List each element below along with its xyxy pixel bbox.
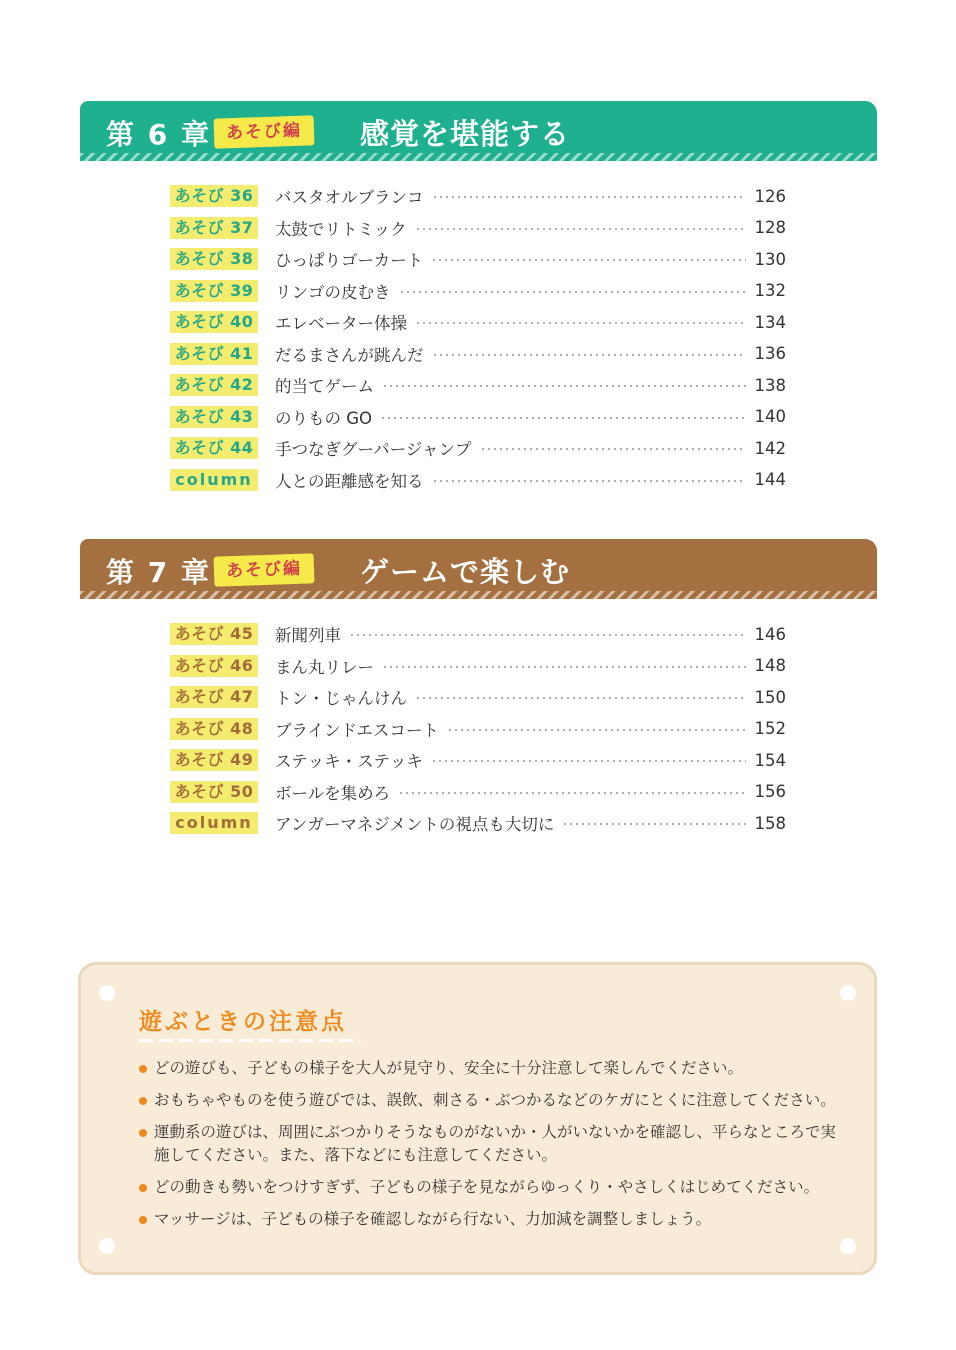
leader-dots: [415, 228, 746, 230]
item-badge: あそび 40: [170, 311, 258, 333]
note-item: 運動系の遊びは、周囲にぶつかりそうなものがないか・人がいないかを確認し、平らなところで実施してください。また、落下などにも注意してください。: [139, 1121, 839, 1167]
column-badge: column: [170, 469, 258, 491]
item-title: まん丸リレー: [275, 657, 374, 677]
chapter-7-banner: [80, 539, 877, 599]
item-title: ステッキ・ステッキ: [275, 752, 423, 771]
chapter-7-header: [80, 539, 877, 599]
toc-row[interactable]: [170, 778, 786, 810]
chapter-6-toc: [170, 182, 786, 497]
item-badge: あそび 45: [170, 623, 258, 645]
corner-hole: [99, 985, 115, 1001]
item-title: アンガーマネジメントの視点も大切に: [275, 815, 555, 834]
banner-stripe: [80, 153, 877, 161]
leader-dots: [415, 697, 746, 699]
chapter-number: 第 7 章: [106, 556, 211, 589]
toc-row[interactable]: [170, 746, 786, 778]
notes-list: [139, 1057, 839, 1240]
leader-dots: [431, 760, 746, 762]
page-number: 156: [754, 782, 786, 801]
caution-notes-box: [78, 962, 877, 1275]
toc-row[interactable]: [170, 277, 786, 309]
item-badge: あそび 46: [170, 655, 258, 677]
chapter-7-toc: [170, 620, 786, 841]
banner-stripe: [80, 591, 877, 599]
toc-row[interactable]: [170, 715, 786, 747]
item-title: 新聞列車: [275, 626, 341, 645]
item-title: トン・じゃんけん: [275, 689, 407, 708]
item-badge: あそび 44: [170, 437, 258, 459]
page-number: 128: [754, 218, 786, 237]
page-number: 134: [754, 312, 786, 332]
item-title: バスタオルブランコ: [275, 188, 424, 207]
item-badge: あそび 42: [170, 374, 258, 396]
toc-row[interactable]: [170, 182, 786, 214]
title-underline: [139, 1039, 361, 1042]
leader-dots: [447, 729, 746, 731]
item-badge: あそび 49: [170, 749, 258, 771]
toc-row[interactable]: [170, 340, 786, 372]
toc-row[interactable]: [170, 434, 786, 466]
leader-dots: [399, 291, 747, 293]
page-number: 158: [754, 813, 786, 833]
item-title: のりもの GO: [275, 408, 373, 428]
leader-dots: [382, 385, 746, 387]
leader-dots: [432, 354, 747, 356]
item-title: だるまさんが跳んだ: [275, 345, 424, 365]
leader-dots: [398, 792, 746, 794]
notes-title: 遊ぶときの注意点: [139, 1009, 347, 1035]
page-number: 146: [754, 624, 786, 644]
leader-dots: [431, 259, 746, 261]
page-number: 144: [754, 470, 786, 489]
leader-dots: [380, 417, 746, 419]
toc-row[interactable]: [170, 308, 786, 340]
toc-row[interactable]: [170, 809, 786, 841]
item-badge: あそび 48: [170, 718, 258, 740]
chapter-number: 第 6 章: [106, 118, 211, 151]
page-number: 136: [754, 344, 786, 363]
item-badge: あそび 50: [170, 781, 258, 803]
note-item: どの動きも勢いをつけすぎず、子どもの様子を見ながらゆっくり・やさしくはじめてください。: [139, 1176, 839, 1199]
page-number: 140: [754, 407, 786, 426]
column-badge: column: [170, 812, 258, 834]
note-item: おもちゃやものを使う遊びでは、誤飲、刺さる・ぶつかるなどのケガにとくに注意してください。: [139, 1089, 839, 1112]
leader-dots: [415, 322, 746, 324]
page-number: 142: [754, 438, 786, 458]
chapter-tag: あそび編: [214, 115, 315, 148]
item-title: エレベーター体操: [275, 314, 407, 333]
item-title: 的当てゲーム: [275, 377, 374, 396]
toc-row[interactable]: [170, 683, 786, 715]
page-number: 152: [754, 719, 786, 738]
item-title: ボールを集めろ: [275, 783, 391, 803]
page-number: 150: [754, 687, 786, 707]
note-item: マッサージは、子どもの様子を確認しながら行ない、力加減を調整しましょう。: [139, 1208, 839, 1231]
item-badge: あそび 47: [170, 686, 258, 708]
leader-dots: [349, 634, 746, 636]
page-number: 126: [754, 186, 786, 206]
toc-row[interactable]: [170, 466, 786, 498]
chapter-6-header: [80, 101, 877, 161]
item-title: 太鼓でリトミック: [275, 219, 407, 239]
item-title: リンゴの皮むき: [275, 282, 391, 302]
note-item: どの遊びも、子どもの様子を大人が見守り、安全に十分注意して楽しんでください。: [139, 1057, 839, 1080]
page-number: 132: [754, 281, 786, 300]
item-title: ブラインドエスコート: [275, 720, 439, 740]
page-number: 130: [754, 249, 786, 269]
chapter-title: ゲームで楽しむ: [360, 555, 571, 589]
chapter-6-banner: [80, 101, 877, 161]
page-number: 148: [754, 656, 786, 675]
leader-dots: [562, 823, 746, 825]
toc-row[interactable]: [170, 371, 786, 403]
page-number: 138: [754, 375, 786, 395]
chapter-tag: あそび編: [214, 553, 315, 586]
item-badge: あそび 39: [170, 280, 258, 302]
page-number: 154: [754, 750, 786, 770]
corner-hole: [840, 985, 856, 1001]
item-title: 手つなぎグーパージャンプ: [275, 440, 472, 459]
item-badge: あそび 37: [170, 217, 258, 239]
toc-row[interactable]: [170, 245, 786, 277]
item-title: ひっぱりゴーカート: [275, 251, 424, 270]
chapter-title: 感覚を堪能する: [360, 117, 571, 151]
item-badge: あそび 43: [170, 406, 258, 428]
toc-row[interactable]: [170, 620, 786, 652]
item-badge: あそび 41: [170, 343, 258, 365]
corner-hole: [840, 1238, 856, 1254]
item-badge: あそび 38: [170, 248, 258, 270]
leader-dots: [480, 448, 746, 450]
toc-row[interactable]: [170, 652, 786, 684]
leader-dots: [432, 480, 747, 482]
toc-row[interactable]: [170, 214, 786, 246]
item-badge: あそび 36: [170, 185, 258, 207]
leader-dots: [382, 666, 746, 668]
leader-dots: [432, 196, 747, 198]
corner-hole: [99, 1238, 115, 1254]
toc-row[interactable]: [170, 403, 786, 435]
item-title: 人との距離感を知る: [275, 471, 424, 491]
